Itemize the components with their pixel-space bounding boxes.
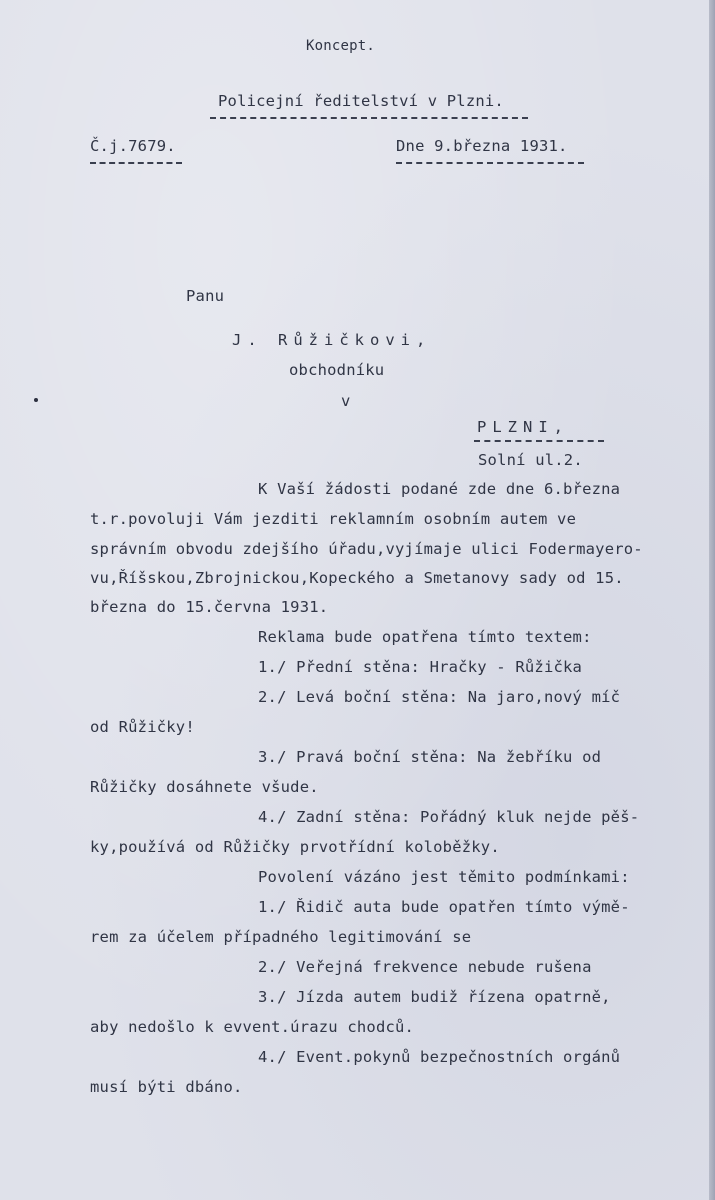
addressee-occupation: obchodníku [289,361,385,379]
reference-underline [90,162,182,164]
body-line: 1./ Přední stěna: Hračky - Růžička [258,658,583,676]
body-line: 4./ Event.pokynů bezpečnostních orgánů [258,1048,621,1066]
office-title: Policejní ředitelství v Plzni. [218,92,504,110]
city-underline [474,440,604,442]
body-line: od Růžičky! [90,718,195,736]
body-line: vu,Říšskou,Zbrojnickou,Kopeckého a Smetanovy sady od 15. [90,569,624,587]
body-line: rem za účelem případného legitimování se [90,928,472,946]
body-line: správním obvodu zdejšího úřadu,vyjímaje ulici Fodermayero- [90,540,643,558]
addressee-city: PLZNI, [477,418,569,436]
body-line: března do 15.června 1931. [90,598,329,616]
body-line: Růžičky dosáhnete všude. [90,778,319,796]
letter-date: Dne 9.března 1931. [396,137,568,155]
body-line: 2./ Levá boční stěna: Na jaro,nový míč [258,688,621,706]
body-line: 1./ Řidič auta bude opatřen tímto výmě- [258,898,630,916]
body-line: 4./ Zadní stěna: Pořádný kluk nejde pěš- [258,808,640,826]
body-line: ky,používá od Růžičky prvotřídní koloběžky. [90,838,500,856]
body-line: 3./ Jízda autem budiž řízena opatrně, [258,988,611,1006]
addressee-street: Solní ul.2. [478,451,583,469]
body-line: Reklama bude opatřena tímto textem: [258,628,592,646]
salutation: Panu [186,287,225,305]
reference-number: Č.j.7679. [90,137,176,155]
office-title-underline [210,117,528,119]
preposition: v [341,392,351,410]
body-line: Povolení vázáno jest těmito podmínkami: [258,868,630,886]
body-line: 3./ Pravá boční stěna: Na žebříku od [258,748,602,766]
concept-label: Koncept. [306,38,376,54]
body-line: t.r.povoluji Vám jezditi reklamním osobním autem ve [90,510,577,528]
paper-edge [709,0,715,1200]
body-line: musí býti dbáno. [90,1078,243,1096]
paper-speck [34,398,38,402]
body-line: aby nedošlo k evvent.úrazu chodců. [90,1018,415,1036]
date-underline [396,162,584,164]
addressee-name: J. Růžičkovi, [232,331,432,349]
body-line: 2./ Veřejná frekvence nebude rušena [258,958,592,976]
body-line: K Vaší žádosti podané zde dne 6.března [258,480,621,498]
